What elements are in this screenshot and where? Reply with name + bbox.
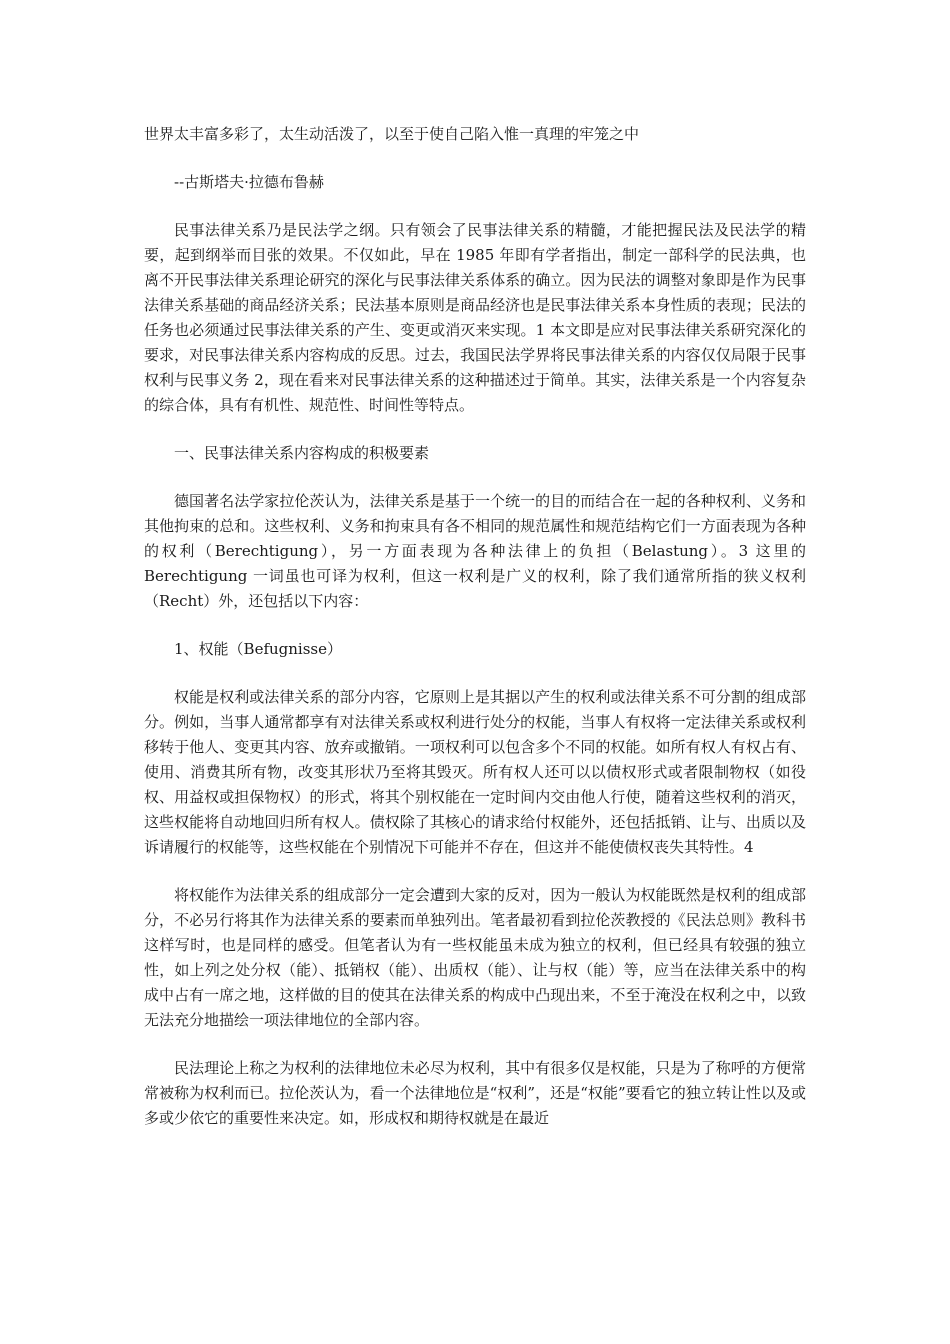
intro-paragraph: 民事法律关系乃是民法学之纲。只有领会了民事法律关系的精髓，才能把握民法及民法学的精要，起到纲举而目张的效果。不仅如此，早在 1985 年即有学者指出，制定一部科学的民法典，也离不开民事法律关系理论研究的深化与民事法律关系体系的确立。因为民法的调整对象即是作为民事法律关系基础的商品经济关系；民法基本原则是商品经济也是民事法律关系本身性质的表现；民法的任务也必须通过民事法律关系的产生、变更或消灭来实现。1 本文即是应对民事法律关系研究深化的要求，对民事法律关系内容构成的反思。过去，我国民法学界将民事法律关系的内容仅仅局限于民事权利与民事义务 2，现在看来对民事法律关系的这种描述过于简单。其实，法律关系是一个内容复杂的综合体，具有有机性、规范性、时间性等特点。 <box>144 221 806 414</box>
document-page <box>144 122 806 1154</box>
epigraph-quote: 世界太丰富多彩了，太生动活泼了，以至于使自己陷入惟一真理的牢笼之中 <box>144 125 640 143</box>
subsection-paragraph-2: 将权能作为法律关系的组成部分一定会遭到大家的反对，因为一般认为权能既然是权利的组成部分，不必另行将其作为法律关系的要素而单独列出。笔者最初看到拉伦茨教授的《民法总则》教科书这样写时，也是同样的感受。但笔者认为有一些权能虽未成为独立的权利，但已经具有较强的独立性，如上列之处分权（能）、抵销权（能）、出质权（能）、让与权（能）等，应当在法律关系中的构成中占有一席之地，这样做的目的使其在法律关系的构成中凸现出来，不至于淹没在权利之中，以致无法充分地描绘一项法律地位的全部内容。 <box>144 886 806 1029</box>
epigraph-author: --古斯塔夫·拉德布鲁赫 <box>174 173 324 191</box>
section-paragraph: 德国著名法学家拉伦茨认为，法律关系是基于一个统一的目的而结合在一起的各种权利、义务和其他拘束的总和。这些权利、义务和拘束具有各不相同的规范属性和规范结构它们一方面表现为各种的权利（Berechtigung），另一方面表现为各种法律上的负担（Belastung）。3 这里的 Berechtigung 一词虽也可译为权利，但这一权利是广义的权利，除了我们通常所指的狭义权利（Recht）外，还包括以下内容： <box>144 492 806 610</box>
subsection-heading: 1、权能（Befugnisse） <box>174 640 342 658</box>
subsection-paragraph-1: 权能是权利或法律关系的部分内容，它原则上是其据以产生的权利或法律关系不可分割的组成部分。例如，当事人通常都享有对法律关系或权利进行处分的权能，当事人有权将一定法律关系或权利移转于他人、变更其内容、放弃或撤销。一项权利可以包含多个不同的权能。如所有权人有权占有、使用、消费其所有物，改变其形状乃至将其毁灭。所有权人还可以以债权形式或者限制物权（如役权、用益权或担保物权）的形式，将其个别权能在一定时间内交由他人行使，随着这些权利的消灭，这些权能将自动地回归所有权人。债权除了其核心的请求给付权能外，还包括抵销、让与、出质以及诉请履行的权能等，这些权能在个别情况下可能并不存在，但这并不能使债权丧失其特性。4 <box>144 688 806 856</box>
subsection-paragraph-3: 民法理论上称之为权利的法律地位未必尽为权利，其中有很多仅是权能，只是为了称呼的方便常常被称为权利而已。拉伦茨认为，看一个法律地位是“权利”，还是“权能”要看它的独立转让性以及或多或少依它的重要性来决定。如，形成权和期待权就是在最近 <box>144 1059 806 1127</box>
section-heading: 一、民事法律关系内容构成的积极要素 <box>174 444 430 462</box>
